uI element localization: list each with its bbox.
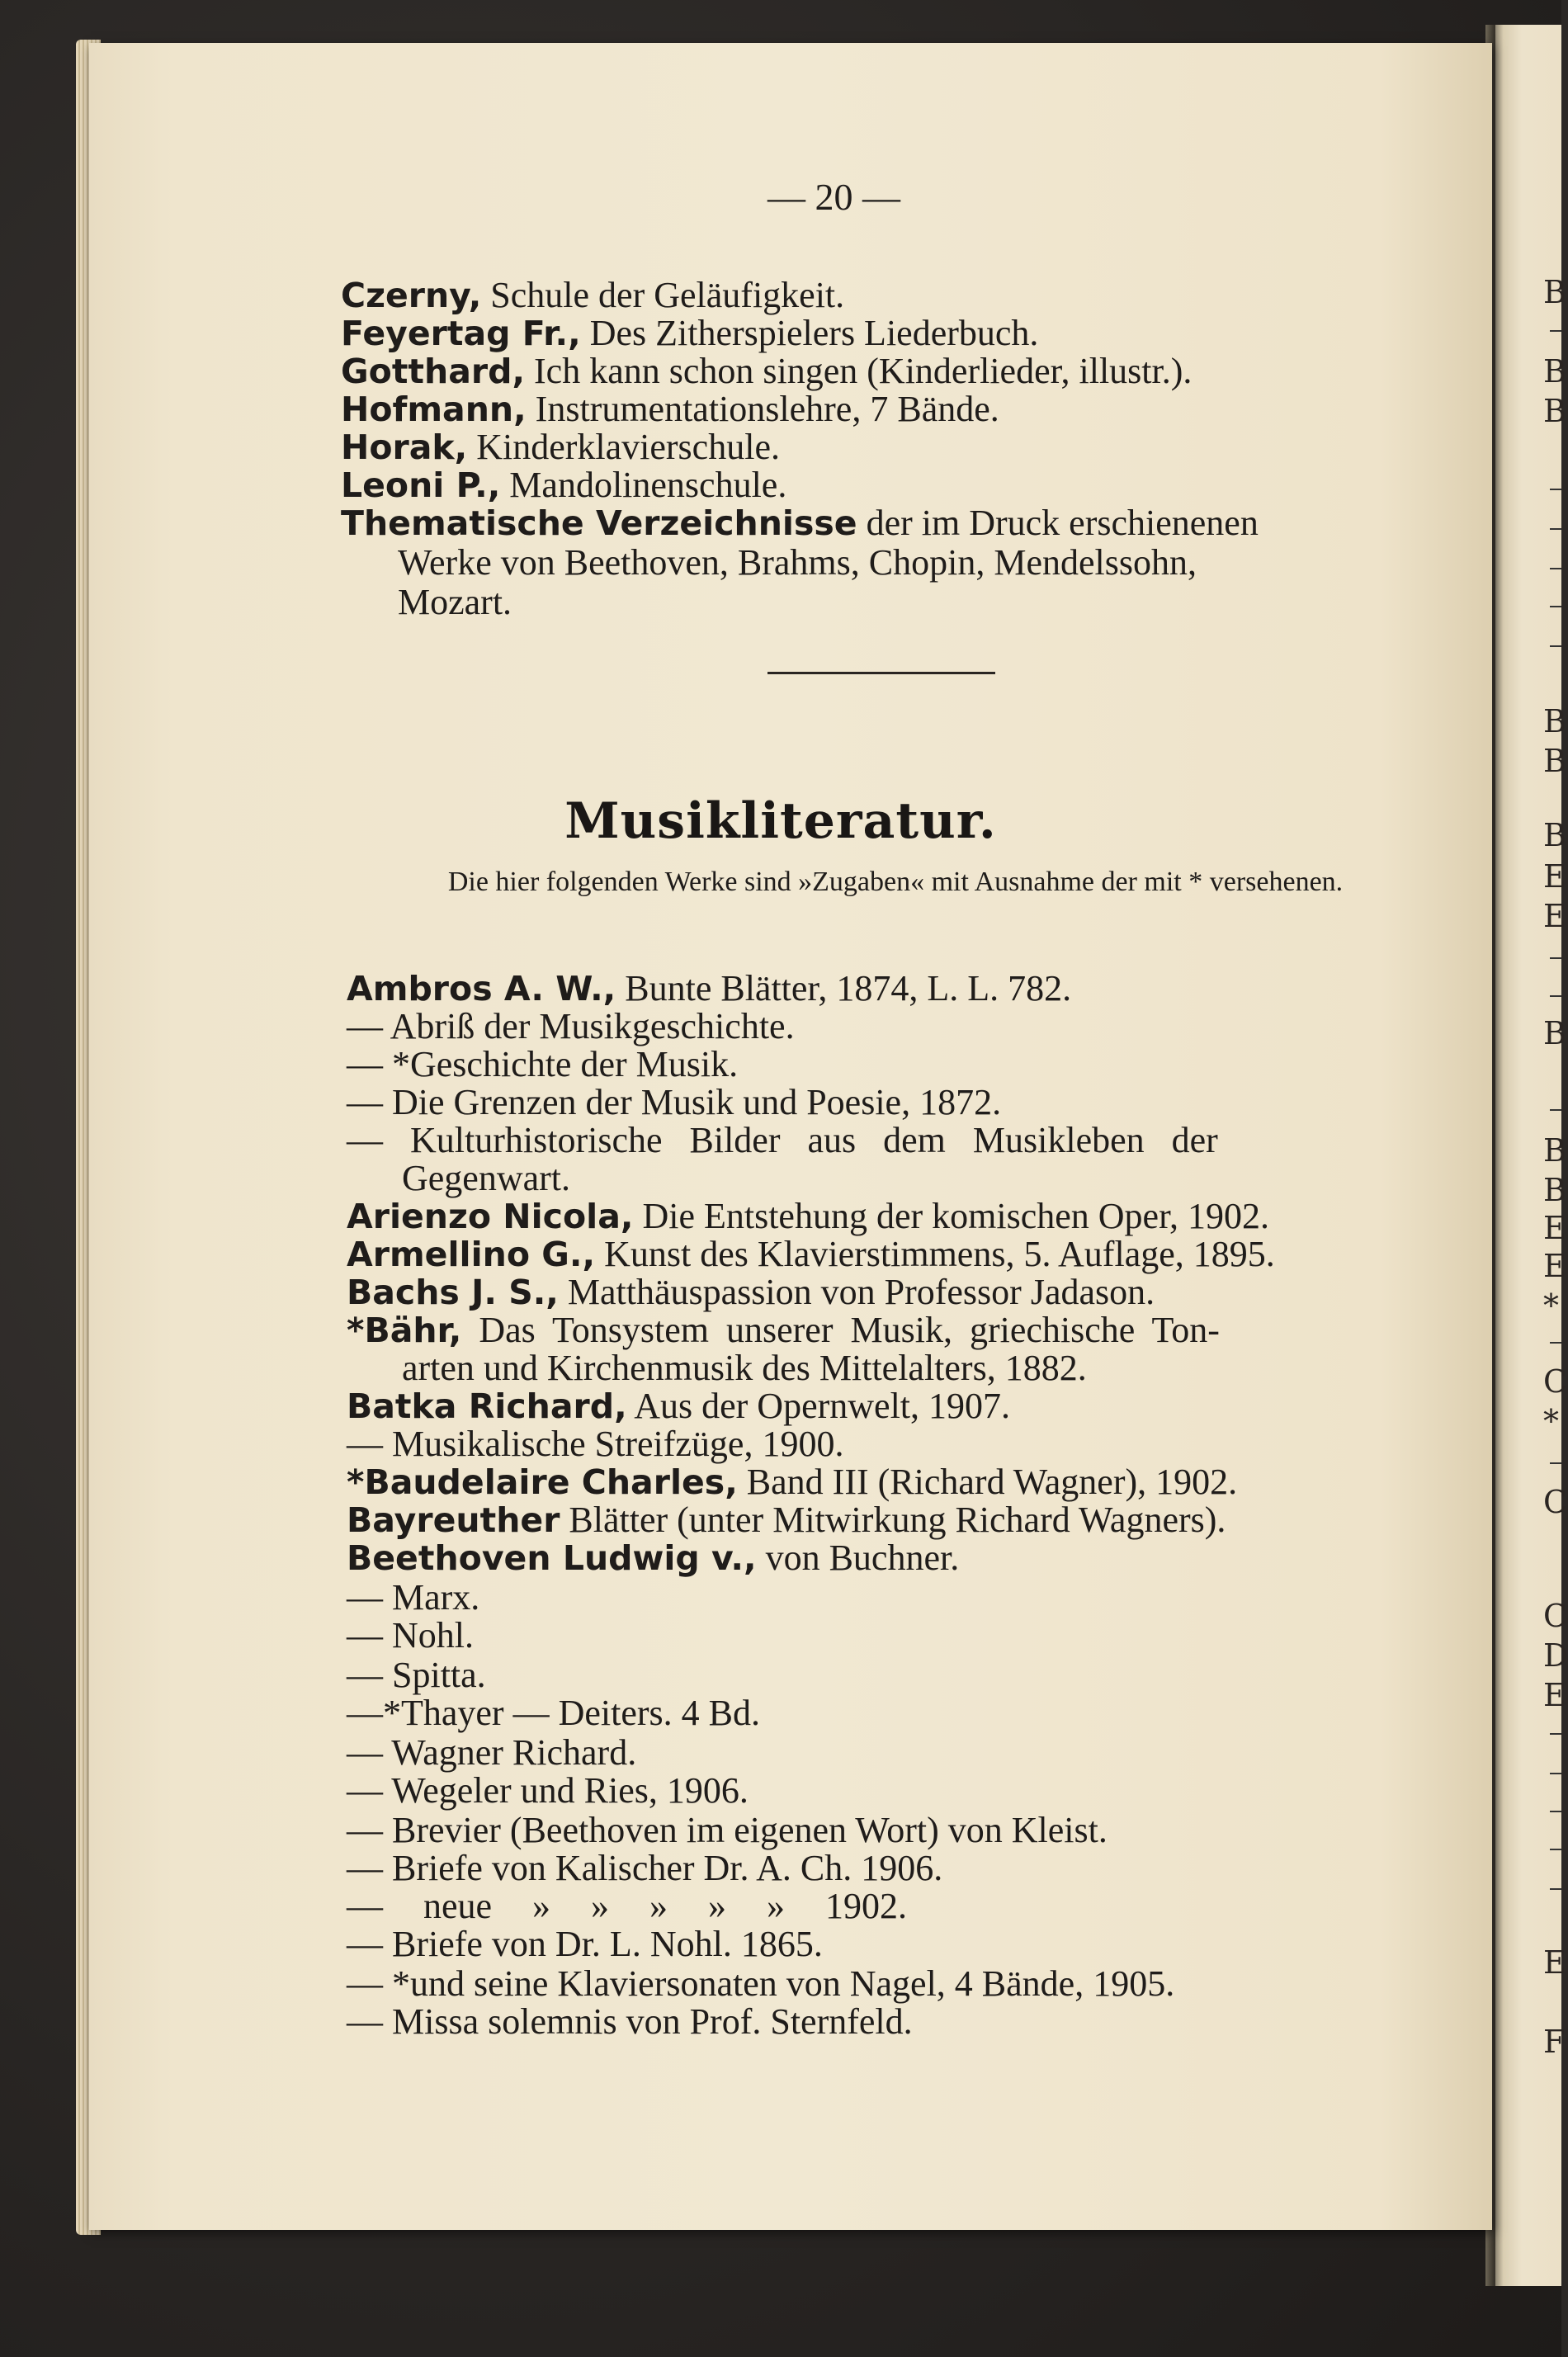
- list-item: [341, 353, 1192, 390]
- facing-page-letter: B: [1543, 274, 1566, 310]
- list-item: [341, 505, 1259, 541]
- section-note: Die hier folgenden Werke sind »Zugaben« mit Ausnahme der mit * versehenen.: [447, 867, 1344, 897]
- facing-page-dash: [1550, 528, 1561, 530]
- list-item: [402, 1160, 570, 1197]
- facing-page-dash: [1550, 1773, 1561, 1774]
- entry-text: — Nohl.: [347, 1615, 474, 1656]
- facing-page-letter: B: [1543, 393, 1566, 429]
- entry-text: Bunte Blätter, 1874, L. L. 782.: [616, 968, 1072, 1008]
- entry-author: Hofmann,: [341, 390, 527, 429]
- facing-page-dash: [1550, 957, 1561, 959]
- facing-page-dash: [1550, 330, 1561, 332]
- section-title: Musikliteratur.: [564, 792, 997, 850]
- entry-author: *Baudelaire Charles,: [347, 1462, 738, 1502]
- page-number: — 20 —: [767, 176, 900, 218]
- facing-page-dash: [1550, 1811, 1561, 1812]
- entry-text: Blätter (unter Mitwirkung Richard Wagners).: [560, 1500, 1226, 1540]
- entry-author: Beethoven Ludwig v.,: [347, 1538, 757, 1578]
- entry-text: Mandolinenschule.: [500, 465, 787, 505]
- facing-page-letter: C: [1543, 1484, 1568, 1520]
- facing-page-letter: C: [1543, 1598, 1568, 1634]
- entry-text: — *und seine Klaviersonaten von Nagel, 4 Bände, 1905.: [347, 1963, 1175, 2004]
- list-item: [347, 1732, 637, 1773]
- entry-text: Werke von Beethoven, Brahms, Chopin, Mendelssohn,: [398, 542, 1197, 583]
- facing-page-dash: [1550, 1109, 1561, 1111]
- list-item: [347, 968, 1072, 1008]
- list-item: [347, 1312, 1220, 1349]
- entry-author: Horak,: [341, 427, 468, 467]
- entry-author: Leoni P.,: [341, 465, 501, 505]
- facing-page-letter: *: [1543, 1287, 1559, 1324]
- entry-text: —*Thayer — Deiters. 4 Bd.: [347, 1693, 760, 1733]
- entry-text: — Abriß der Musikgeschichte.: [347, 1006, 795, 1046]
- entry-text: Kunst des Klavierstimmens, 5. Auflage, 1895.: [595, 1234, 1275, 1274]
- entry-text: Kinderklavierschule.: [467, 427, 780, 467]
- entry-author: Feyertag Fr.,: [341, 314, 581, 353]
- facing-page-dash: [1550, 645, 1561, 647]
- list-item: [347, 1812, 1108, 1849]
- list-item: [398, 584, 512, 621]
- entry-text: — Briefe von Dr. L. Nohl. 1865.: [347, 1924, 823, 1964]
- facing-page-dash: [1550, 568, 1561, 569]
- facing-page-dash: [1550, 489, 1561, 490]
- entry-text: Das Tonsystem unserer Musik, griechische Ton-: [461, 1310, 1220, 1350]
- list-item: [347, 1464, 1237, 1500]
- entry-text: Instrumentationslehre, 7 Bände.: [526, 389, 999, 429]
- entry-author: Ambros A. W.,: [347, 969, 616, 1008]
- entry-author: Czerny,: [341, 276, 482, 315]
- list-item: [341, 391, 999, 427]
- list-item: [347, 1963, 1175, 2004]
- section-divider: [767, 672, 995, 674]
- list-item: [402, 1350, 1087, 1386]
- entry-text: — *Geschichte der Musik.: [347, 1044, 739, 1084]
- list-item: [347, 1046, 738, 1083]
- facing-page-dash: [1550, 995, 1561, 997]
- entry-text: Aus der Opernwelt, 1907.: [626, 1386, 1011, 1426]
- entry-author: Armellino G.,: [347, 1235, 596, 1274]
- list-item: [398, 542, 1197, 583]
- facing-page-dash: [1550, 1849, 1561, 1850]
- list-item: [347, 1770, 749, 1811]
- list-item: [347, 1850, 942, 1887]
- facing-page-letter: *: [1543, 1403, 1559, 1439]
- list-item: [347, 1122, 1424, 1159]
- entry-text: — Wagner Richard.: [347, 1732, 637, 1773]
- facing-page-letter: B: [1543, 1132, 1566, 1169]
- list-item: [347, 1274, 1155, 1311]
- facing-page-letter: E: [1543, 1210, 1566, 1246]
- list-item: [347, 1426, 843, 1462]
- entry-author: Batka Richard,: [347, 1386, 627, 1426]
- facing-page-letter: E: [1543, 1677, 1566, 1713]
- facing-page-dash: [1550, 1888, 1561, 1890]
- list-item: [347, 1537, 960, 1578]
- facing-page-letter: B: [1543, 1172, 1566, 1208]
- facing-page-dash: [1550, 1342, 1561, 1344]
- facing-page-letter: B: [1543, 703, 1566, 739]
- facing-page-dash: [1550, 1462, 1561, 1464]
- entry-text: Ich kann schon singen (Kinderlieder, illustr.).: [525, 351, 1193, 391]
- list-item: [347, 1198, 1269, 1235]
- entry-text: — Spitta.: [347, 1655, 486, 1695]
- entry-text: arten und Kirchenmusik des Mittelalters, 1882.: [402, 1348, 1087, 1388]
- facing-page-letter: D: [1543, 1637, 1568, 1674]
- list-item: [347, 1084, 1001, 1121]
- entry-author: *Bähr,: [347, 1311, 462, 1350]
- entry-text: — Missa solemnis von Prof. Sternfeld.: [347, 2001, 913, 2042]
- entry-text: — Brevier (Beethoven im eigenen Wort) von Kleist.: [347, 1810, 1108, 1850]
- entry-text: — Wegeler und Ries, 1906.: [347, 1770, 749, 1811]
- list-item: [347, 1236, 1275, 1273]
- list-item: [347, 1615, 474, 1656]
- entry-text: Mozart.: [398, 582, 512, 622]
- facing-page-letter: E: [1543, 898, 1566, 934]
- list-item: [347, 1926, 823, 1963]
- entry-text: Gegenwart.: [402, 1158, 571, 1198]
- entry-author: Arienzo Nicola,: [347, 1197, 634, 1236]
- list-item: [347, 1502, 1226, 1538]
- entry-author: Thematische Verzeichnisse: [341, 503, 857, 543]
- list-item: [347, 2001, 913, 2042]
- entry-text: — Die Grenzen der Musik und Poesie, 1872.: [347, 1082, 1002, 1122]
- entry-text: Des Zitherspielers Liederbuch.: [580, 313, 1039, 353]
- list-item: [341, 315, 1038, 352]
- entry-text: Band III (Richard Wagner), 1902.: [737, 1462, 1238, 1502]
- entry-text: Schule der Geläufigkeit.: [481, 275, 845, 315]
- entry-text: — neue » » » » » 1902.: [347, 1886, 908, 1926]
- entry-text: — Kulturhistorische Bilder aus dem Musikleben der: [347, 1120, 1218, 1160]
- list-item: [347, 1577, 480, 1618]
- list-item: [347, 1657, 486, 1693]
- list-item: [347, 1888, 907, 1925]
- facing-page-letter: F: [1543, 2024, 1566, 2060]
- list-item: [341, 467, 786, 503]
- entry-author: Gotthard,: [341, 352, 526, 391]
- list-item: [347, 1008, 795, 1045]
- entry-text: der im Druck erschienenen: [857, 503, 1259, 543]
- entry-text: — Briefe von Kalischer Dr. A. Ch. 1906.: [347, 1848, 943, 1888]
- list-item: [347, 1388, 1010, 1424]
- facing-page-dash: [1550, 1733, 1561, 1735]
- list-item: [341, 277, 844, 314]
- facing-page-letter: E: [1543, 1944, 1566, 1981]
- facing-page-letter: B: [1543, 1015, 1566, 1051]
- entry-text: Matthäuspassion von Professor Jadason.: [558, 1272, 1155, 1312]
- list-item: [341, 429, 780, 465]
- facing-page-letter: C: [1543, 1363, 1568, 1400]
- entry-text: Die Entstehung der komischen Oper, 1902.: [633, 1196, 1269, 1236]
- entry-author: Bayreuther: [347, 1500, 560, 1540]
- facing-page-letter: B: [1543, 817, 1566, 853]
- entry-text: — Musikalische Streifzüge, 1900.: [347, 1424, 844, 1464]
- facing-page-letter: B: [1543, 743, 1566, 779]
- facing-page-letter: E: [1543, 1248, 1566, 1284]
- entry-text: — Marx.: [347, 1577, 480, 1618]
- facing-page-letter: E: [1543, 858, 1566, 895]
- entry-author: Bachs J. S.,: [347, 1273, 559, 1312]
- facing-page-dash: [1550, 606, 1561, 607]
- list-item: [347, 1695, 760, 1731]
- facing-page-letter: B: [1543, 353, 1566, 390]
- entry-text: von Buchner.: [756, 1537, 960, 1578]
